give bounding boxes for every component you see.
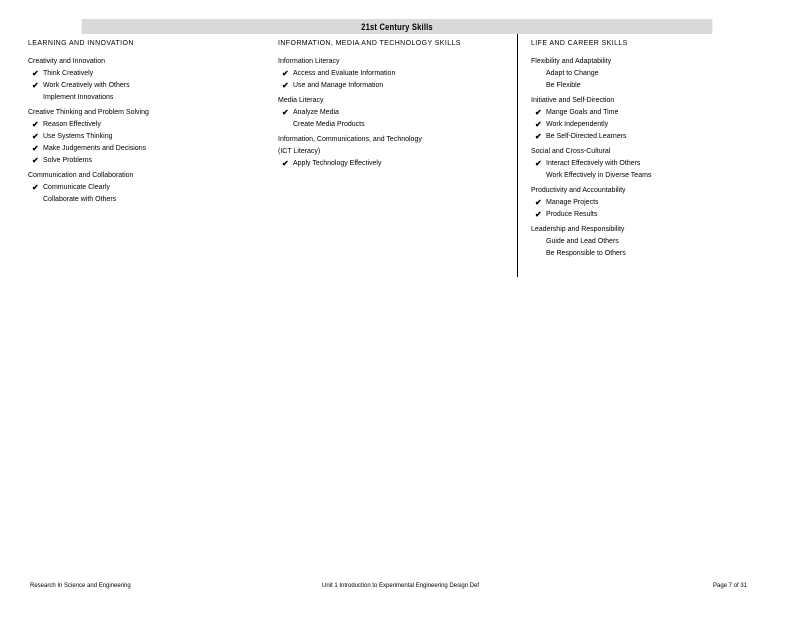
skill-item-label: Work Creatively with Others [43, 82, 130, 89]
check-icon: ✔ [32, 183, 39, 192]
skill-item [531, 131, 761, 143]
skill-group [28, 56, 268, 104]
check-icon: ✔ [535, 159, 542, 168]
skill-item [278, 119, 518, 131]
check-icon: ✔ [535, 198, 542, 207]
skill-group-heading: Leadership and Responsibility [531, 226, 625, 233]
check-icon: ✔ [32, 81, 39, 90]
skill-item-label: Create Media Products [293, 121, 365, 128]
skill-group [531, 95, 761, 143]
skill-group [278, 134, 518, 170]
skill-item-label: Analyze Media [293, 109, 339, 116]
skill-group [28, 107, 268, 167]
skill-group [531, 185, 761, 221]
check-icon: ✔ [535, 132, 542, 141]
page-title: 21st Century Skills [82, 19, 713, 34]
skill-item-label: Apply Technology Effectively [293, 160, 382, 167]
skill-group-heading: Creativity and Innovation [28, 58, 106, 65]
check-icon: ✔ [282, 159, 289, 168]
skill-item [531, 68, 761, 80]
check-icon: ✔ [282, 81, 289, 90]
skill-item [278, 158, 518, 170]
skill-group-heading: Communication and Collaboration [28, 172, 134, 179]
skill-item [28, 155, 268, 167]
skill-item-label: Work Effectively in Diverse Teams [546, 172, 652, 179]
skill-item [28, 182, 268, 194]
skill-item-label: Make Judgements and Decisions [43, 145, 147, 152]
skill-item [531, 119, 761, 131]
check-icon: ✔ [535, 120, 542, 129]
skill-group-heading: Information Literacy [278, 58, 340, 65]
skill-item [28, 131, 268, 143]
skill-item [28, 80, 268, 92]
footer-left: Research In Science and Engineering [30, 583, 131, 589]
skill-item-label: Use and Manage Information [293, 82, 384, 89]
column-learning-innovation [28, 38, 268, 209]
skill-group [28, 170, 268, 206]
check-icon: ✔ [32, 132, 39, 141]
skill-item-label: Be Responsible to Others [546, 250, 626, 257]
skill-item-label: Reason Effectively [43, 121, 101, 128]
skill-item-label: Work Independently [546, 121, 609, 128]
skill-item-label: Be Flexible [546, 82, 581, 89]
check-icon: ✔ [32, 156, 39, 165]
skill-item [531, 80, 761, 92]
skill-item [278, 68, 518, 80]
skill-group [531, 224, 761, 260]
skill-group-heading: Flexibility and Adaptability [531, 58, 612, 65]
column-title: LEARNING AND INNOVATION [28, 40, 134, 47]
skill-item-label: Guide and Lead Others [546, 238, 619, 245]
skill-group-heading: Creative Thinking and Problem Solving [28, 109, 149, 116]
skill-item-label: Manage Projects [546, 199, 599, 206]
skill-item [531, 197, 761, 209]
footer-page-number: Page 7 of 31 [713, 583, 748, 589]
skill-item [28, 194, 268, 206]
skill-item-label: Solve Problems [43, 157, 93, 164]
check-icon: ✔ [32, 69, 39, 78]
column-title: INFORMATION, MEDIA AND TECHNOLOGY SKILLS [278, 40, 461, 47]
skill-item [28, 143, 268, 155]
skill-group-heading: Information, Communications, and Technology [278, 136, 422, 143]
skill-item [531, 248, 761, 260]
footer-middle: Unit 1 Introduction to Experimental Engineering Design Def [322, 583, 480, 589]
skill-item-label: Produce Results [546, 211, 598, 218]
skill-item [278, 80, 518, 92]
skill-item [531, 107, 761, 119]
skill-item-label: Implement Innovations [43, 94, 114, 101]
skill-group-heading-continued: (ICT Literacy) [278, 148, 321, 155]
skill-item [28, 119, 268, 131]
skill-item-label: Use Systems Thinking [43, 133, 113, 140]
check-icon: ✔ [32, 144, 39, 153]
skill-item-label: Mange Goals and Time [546, 109, 619, 116]
skill-item-label: Access and Evaluate Information [293, 70, 396, 77]
check-icon: ✔ [282, 108, 289, 117]
column-title: LIFE AND CAREER SKILLS [531, 40, 628, 47]
check-icon: ✔ [535, 108, 542, 117]
skill-item-label: Think Creatively [43, 70, 94, 77]
skill-group [531, 146, 761, 182]
skill-item-label: Be Self-Directed Learners [546, 133, 627, 140]
skill-item [278, 107, 518, 119]
skill-item-label: Interact Effectively with Others [546, 160, 641, 167]
skill-item [28, 92, 268, 104]
skill-item [531, 158, 761, 170]
skill-group-heading: Media Literacy [278, 97, 324, 104]
column-information-media-technology [278, 38, 518, 173]
skill-item [531, 209, 761, 221]
skill-item-label: Collaborate with Others [43, 196, 117, 203]
skill-item [531, 236, 761, 248]
skill-group [278, 95, 518, 131]
column-life-career [531, 38, 761, 263]
check-icon: ✔ [535, 210, 542, 219]
skill-group-heading: Initiative and Self-Direction [531, 97, 615, 104]
skill-group-heading: Productivity and Accountability [531, 187, 626, 194]
check-icon: ✔ [282, 69, 289, 78]
skill-group-heading: Social and Cross-Cultural [531, 148, 611, 155]
skill-item-label: Communicate Clearly [43, 184, 110, 191]
skill-group [531, 56, 761, 92]
check-icon: ✔ [32, 120, 39, 129]
skill-item [531, 170, 761, 182]
skill-group [278, 56, 518, 92]
skill-item [28, 68, 268, 80]
skill-item-label: Adapt to Change [546, 70, 599, 77]
